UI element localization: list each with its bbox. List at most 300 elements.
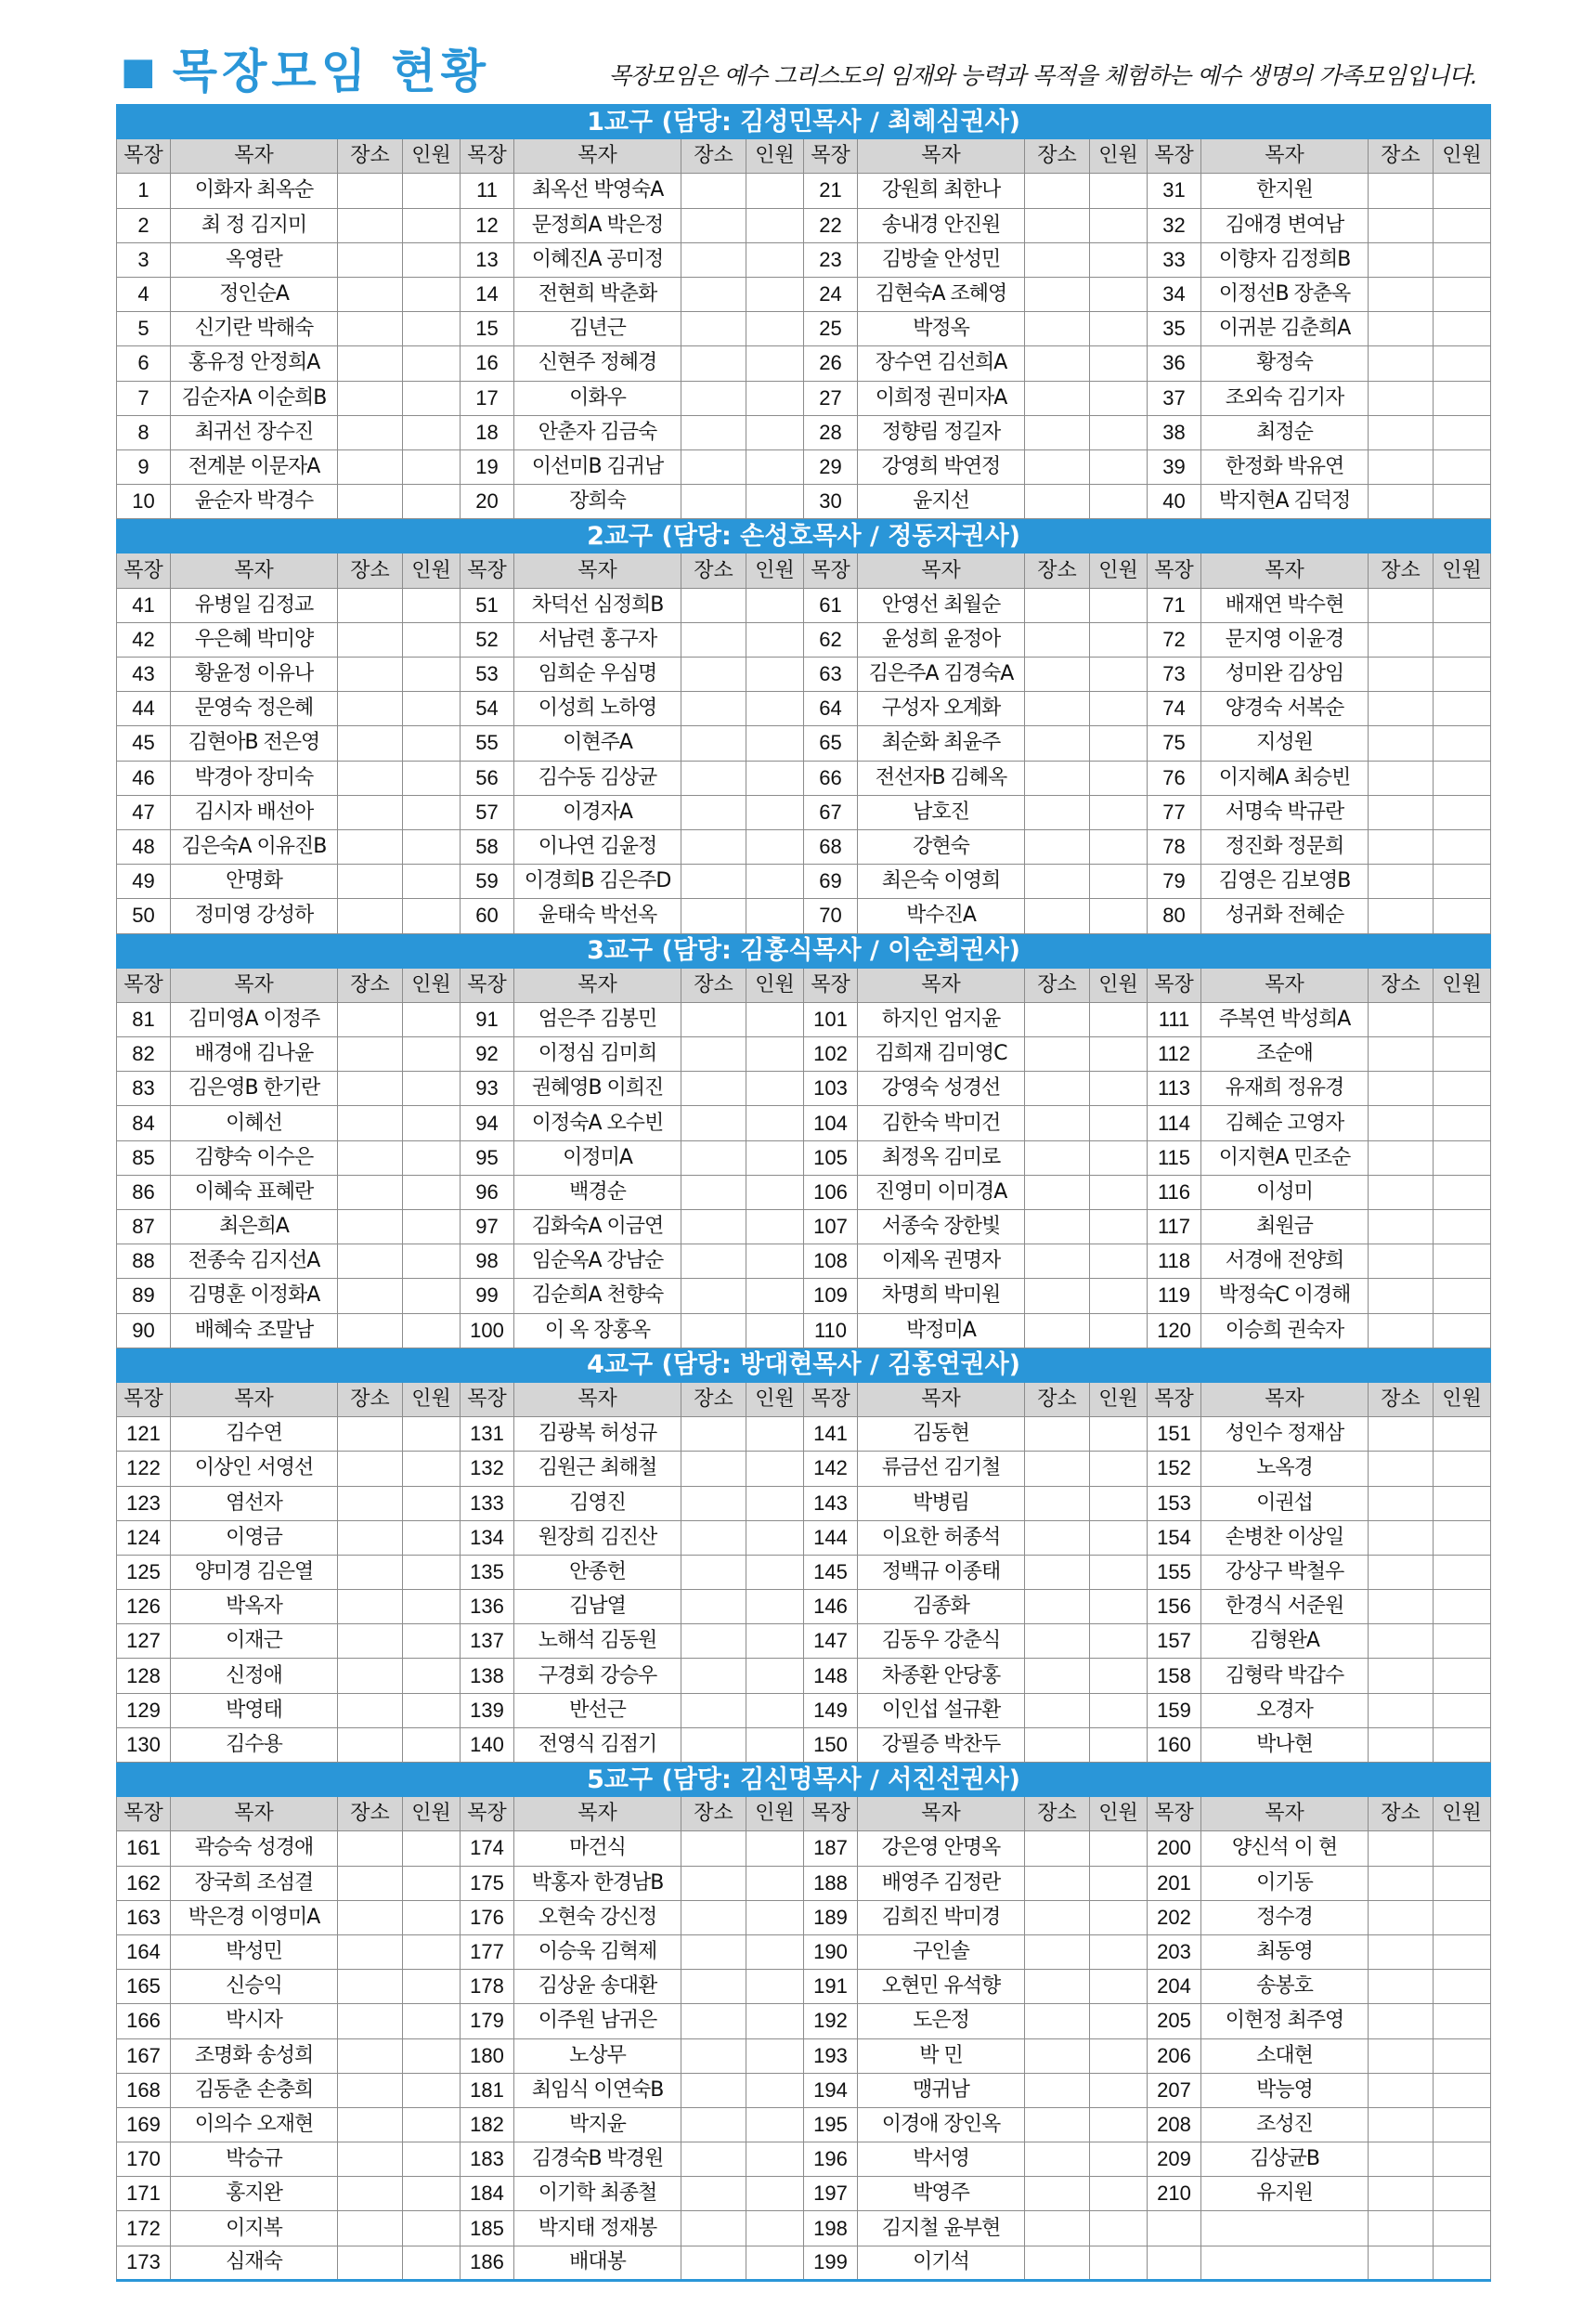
group-count xyxy=(1090,1279,1148,1313)
group-leader: 정미영 강성하 xyxy=(171,899,338,933)
group-place xyxy=(681,242,746,277)
group-number: 32 xyxy=(1148,208,1201,242)
group-leader: 김형락 박갑수 xyxy=(1201,1659,1369,1693)
column-header-number: 목장 xyxy=(804,553,858,588)
column-header-leader: 목자 xyxy=(858,1797,1025,1831)
group-number: 209 xyxy=(1148,2142,1201,2177)
group-number: 13 xyxy=(461,242,514,277)
group-place xyxy=(1025,1002,1090,1036)
group-leader: 한지원 xyxy=(1201,174,1369,208)
group-place xyxy=(1025,1244,1090,1279)
column-header-number: 목장 xyxy=(117,139,171,174)
group-leader: 이의수 오재현 xyxy=(171,2107,338,2142)
group-number: 165 xyxy=(117,1970,171,2004)
group-count xyxy=(746,1106,804,1140)
group-number: 91 xyxy=(461,1002,514,1036)
group-count xyxy=(1434,1727,1491,1762)
column-header-leader: 목자 xyxy=(514,553,681,588)
group-count xyxy=(403,692,461,726)
group-leader: 김영진 xyxy=(514,1486,681,1520)
table-row xyxy=(117,1106,1491,1140)
page-title-text: 목장모임 현황 xyxy=(172,45,491,98)
group-place xyxy=(1369,795,1434,829)
group-count xyxy=(1090,2073,1148,2107)
group-leader: 김혜순 고영자 xyxy=(1201,1106,1369,1140)
group-leader: 문정희A 박은정 xyxy=(514,208,681,242)
table-row xyxy=(117,726,1491,761)
group-leader: 박은경 이영미A xyxy=(171,1900,338,1934)
group-place xyxy=(681,795,746,829)
group-count xyxy=(1090,1866,1148,1900)
group-count xyxy=(1434,2107,1491,2142)
group-place xyxy=(338,1313,403,1348)
group-count xyxy=(1434,2177,1491,2211)
group-number: 181 xyxy=(461,2073,514,2107)
group-number: 199 xyxy=(804,2246,858,2280)
group-place xyxy=(1369,2177,1434,2211)
group-leader: 김형완A xyxy=(1201,1624,1369,1659)
group-leader: 김은숙A 이유진B xyxy=(171,829,338,864)
group-leader: 이향자 김정희B xyxy=(1201,242,1369,277)
table-row xyxy=(117,449,1491,484)
group-count xyxy=(403,1520,461,1555)
group-leader: 이주원 남귀은 xyxy=(514,2004,681,2038)
group-count xyxy=(403,1693,461,1727)
group-place xyxy=(681,692,746,726)
district-title: 4교구 (담당: 방대현목사 / 김홍연권사) xyxy=(117,1348,1491,1382)
group-leader: 최옥선 박영숙A xyxy=(514,174,681,208)
group-number: 190 xyxy=(804,1934,858,1969)
table-row xyxy=(117,1313,1491,1348)
group-count xyxy=(1090,381,1148,415)
group-number: 15 xyxy=(461,312,514,346)
group-count xyxy=(746,2246,804,2280)
group-count xyxy=(1434,761,1491,795)
group-place xyxy=(1369,1002,1434,1036)
table-row xyxy=(117,1244,1491,1279)
group-leader: 전선자B 김혜옥 xyxy=(858,761,1025,795)
group-count xyxy=(1434,2142,1491,2177)
group-count xyxy=(1434,588,1491,622)
group-place xyxy=(1025,726,1090,761)
group-place xyxy=(1025,1934,1090,1969)
group-number: 147 xyxy=(804,1624,858,1659)
column-header-count: 인원 xyxy=(746,139,804,174)
group-leader: 최은희A xyxy=(171,1210,338,1244)
group-count xyxy=(403,588,461,622)
group-leader: 강상구 박철우 xyxy=(1201,1555,1369,1589)
group-place xyxy=(338,1486,403,1520)
group-number: 143 xyxy=(804,1486,858,1520)
group-count xyxy=(1090,899,1148,933)
district-title: 1교구 (담당: 김성민목사 / 최혜심권사) xyxy=(117,105,1491,139)
group-count xyxy=(403,2142,461,2177)
group-count xyxy=(403,1313,461,1348)
group-place xyxy=(338,277,403,311)
group-count xyxy=(1434,2038,1491,2073)
group-place xyxy=(338,1140,403,1175)
column-header-number: 목장 xyxy=(804,1797,858,1831)
group-leader: 김동우 강춘식 xyxy=(858,1624,1025,1659)
group-place xyxy=(1025,277,1090,311)
group-number: 171 xyxy=(117,2177,171,2211)
group-place xyxy=(338,2107,403,2142)
district-header-row xyxy=(117,933,1491,968)
group-place xyxy=(681,2177,746,2211)
group-leader: 김수연 xyxy=(171,1417,338,1452)
group-place xyxy=(338,242,403,277)
group-leader: 구경회 강승우 xyxy=(514,1659,681,1693)
group-number: 39 xyxy=(1148,449,1201,484)
group-count xyxy=(403,1866,461,1900)
group-leader: 이성미 xyxy=(1201,1175,1369,1209)
group-leader: 김상균B xyxy=(1201,2142,1369,2177)
group-number: 57 xyxy=(461,795,514,829)
group-place xyxy=(681,588,746,622)
group-place xyxy=(1369,1244,1434,1279)
group-count xyxy=(1434,1659,1491,1693)
group-place xyxy=(338,449,403,484)
group-count xyxy=(746,658,804,692)
group-leader xyxy=(1201,2246,1369,2280)
group-number: 120 xyxy=(1148,1313,1201,1348)
group-count xyxy=(746,312,804,346)
group-place xyxy=(1025,312,1090,346)
group-number: 24 xyxy=(804,277,858,311)
group-place xyxy=(338,346,403,381)
group-leader: 홍유정 안정희A xyxy=(171,346,338,381)
group-count xyxy=(746,1831,804,1866)
group-leader: 이상인 서영선 xyxy=(171,1452,338,1486)
group-leader: 최임식 이연숙B xyxy=(514,2073,681,2107)
group-leader: 노옥경 xyxy=(1201,1452,1369,1486)
group-count xyxy=(746,2177,804,2211)
group-place xyxy=(1369,2142,1434,2177)
group-leader: 옥영란 xyxy=(171,242,338,277)
group-leader: 배재연 박수현 xyxy=(1201,588,1369,622)
group-count xyxy=(403,2004,461,2038)
group-count xyxy=(1434,1486,1491,1520)
group-place xyxy=(338,1900,403,1934)
group-leader: 반선근 xyxy=(514,1693,681,1727)
group-place xyxy=(681,1037,746,1072)
group-number: 158 xyxy=(1148,1659,1201,1693)
group-place xyxy=(1369,415,1434,449)
group-leader: 강원희 최한나 xyxy=(858,174,1025,208)
group-leader: 강영숙 성경선 xyxy=(858,1072,1025,1106)
group-place xyxy=(1025,208,1090,242)
group-number: 18 xyxy=(461,415,514,449)
group-number: 146 xyxy=(804,1590,858,1624)
group-count xyxy=(1434,829,1491,864)
group-number: 31 xyxy=(1148,174,1201,208)
table-row xyxy=(117,761,1491,795)
group-leader: 서경애 전양희 xyxy=(1201,1244,1369,1279)
group-place xyxy=(681,174,746,208)
column-header-place: 장소 xyxy=(1369,553,1434,588)
district-header-row xyxy=(117,1348,1491,1382)
group-count xyxy=(1434,1520,1491,1555)
group-number: 88 xyxy=(117,1244,171,1279)
group-place xyxy=(1369,692,1434,726)
group-number: 104 xyxy=(804,1106,858,1140)
group-number: 126 xyxy=(117,1590,171,1624)
group-place xyxy=(1369,1555,1434,1589)
group-place xyxy=(1025,1452,1090,1486)
group-leader: 이인섭 설규환 xyxy=(858,1693,1025,1727)
group-place xyxy=(681,1210,746,1244)
group-count xyxy=(1090,2177,1148,2211)
group-place xyxy=(338,2177,403,2211)
group-place xyxy=(338,865,403,899)
group-leader: 정향림 정길자 xyxy=(858,415,1025,449)
group-number: 47 xyxy=(117,795,171,829)
column-header-leader: 목자 xyxy=(1201,553,1369,588)
group-leader: 진영미 이미경A xyxy=(858,1175,1025,1209)
column-header-number: 목장 xyxy=(117,1797,171,1831)
group-place xyxy=(338,1452,403,1486)
group-leader: 박성민 xyxy=(171,1934,338,1969)
group-leader: 임희순 우심명 xyxy=(514,658,681,692)
group-leader: 김시자 배선아 xyxy=(171,795,338,829)
group-count xyxy=(1090,829,1148,864)
group-place xyxy=(338,1244,403,1279)
group-number: 50 xyxy=(117,899,171,933)
group-number: 177 xyxy=(461,1934,514,1969)
group-leader: 이희정 권미자A xyxy=(858,381,1025,415)
table-row xyxy=(117,208,1491,242)
group-leader: 윤순자 박경수 xyxy=(171,485,338,519)
group-number: 86 xyxy=(117,1175,171,1209)
group-place xyxy=(338,381,403,415)
group-leader: 한정화 박유연 xyxy=(1201,449,1369,484)
group-number: 189 xyxy=(804,1900,858,1934)
group-number: 16 xyxy=(461,346,514,381)
group-place xyxy=(1025,381,1090,415)
group-number: 19 xyxy=(461,449,514,484)
table-row xyxy=(117,1555,1491,1589)
group-leader: 박능영 xyxy=(1201,2073,1369,2107)
group-count xyxy=(746,1486,804,1520)
group-place xyxy=(681,726,746,761)
group-leader: 성인수 정재삼 xyxy=(1201,1417,1369,1452)
group-number: 30 xyxy=(804,485,858,519)
group-count xyxy=(746,174,804,208)
group-count xyxy=(1434,381,1491,415)
group-leader: 하지인 엄지윤 xyxy=(858,1002,1025,1036)
group-place xyxy=(681,1624,746,1659)
group-place xyxy=(338,1175,403,1209)
group-leader: 조외숙 김기자 xyxy=(1201,381,1369,415)
group-count xyxy=(1090,1900,1148,1934)
column-header-place: 장소 xyxy=(1025,1797,1090,1831)
column-header-place: 장소 xyxy=(681,139,746,174)
group-leader: 이영금 xyxy=(171,1520,338,1555)
group-place xyxy=(1369,1520,1434,1555)
group-number: 61 xyxy=(804,588,858,622)
group-number: 205 xyxy=(1148,2004,1201,2038)
group-leader: 이혜선 xyxy=(171,1106,338,1140)
group-number: 113 xyxy=(1148,1072,1201,1106)
group-leader: 박영주 xyxy=(858,2177,1025,2211)
group-number: 12 xyxy=(461,208,514,242)
group-leader: 이정숙A 오수빈 xyxy=(514,1106,681,1140)
group-count xyxy=(1090,2107,1148,2142)
column-header-leader: 목자 xyxy=(858,1382,1025,1416)
table-row xyxy=(117,1417,1491,1452)
group-leader: 전계분 이문자A xyxy=(171,449,338,484)
group-number: 197 xyxy=(804,2177,858,2211)
group-count xyxy=(746,795,804,829)
group-leader: 권혜영B 이희진 xyxy=(514,1072,681,1106)
group-place xyxy=(338,1072,403,1106)
group-leader: 이혜숙 표혜란 xyxy=(171,1175,338,1209)
group-leader: 안춘자 김금숙 xyxy=(514,415,681,449)
table-row xyxy=(117,1934,1491,1969)
group-count xyxy=(746,242,804,277)
group-number: 124 xyxy=(117,1520,171,1555)
group-place xyxy=(1025,1140,1090,1175)
column-header-leader: 목자 xyxy=(171,1382,338,1416)
group-leader: 장국희 조섬결 xyxy=(171,1866,338,1900)
group-leader: 최 정 김지미 xyxy=(171,208,338,242)
group-number: 200 xyxy=(1148,1831,1201,1866)
group-place xyxy=(681,1934,746,1969)
group-number: 29 xyxy=(804,449,858,484)
group-leader: 박병림 xyxy=(858,1486,1025,1520)
group-leader: 김동춘 손충희 xyxy=(171,2073,338,2107)
group-number: 3 xyxy=(117,242,171,277)
group-leader: 김애경 변여남 xyxy=(1201,208,1369,242)
column-header-place: 장소 xyxy=(1369,1382,1434,1416)
group-count xyxy=(403,346,461,381)
group-number: 45 xyxy=(117,726,171,761)
group-number: 155 xyxy=(1148,1555,1201,1589)
group-count xyxy=(746,1244,804,1279)
group-count xyxy=(1090,1210,1148,1244)
column-header-count: 인원 xyxy=(403,968,461,1002)
group-leader: 장수연 김선희A xyxy=(858,346,1025,381)
column-header-count: 인원 xyxy=(1090,968,1148,1002)
group-place xyxy=(1025,761,1090,795)
group-count xyxy=(1090,1037,1148,1072)
group-count xyxy=(1090,1590,1148,1624)
column-header-leader: 목자 xyxy=(858,968,1025,1002)
group-number: 37 xyxy=(1148,381,1201,415)
group-place xyxy=(338,1417,403,1452)
group-number: 186 xyxy=(461,2246,514,2280)
group-leader: 김향숙 이수은 xyxy=(171,1140,338,1175)
column-header-place: 장소 xyxy=(1025,1382,1090,1416)
group-count xyxy=(1090,2211,1148,2246)
group-count xyxy=(1090,1831,1148,1866)
group-place xyxy=(681,1486,746,1520)
group-leader: 최정순 xyxy=(1201,415,1369,449)
group-count xyxy=(1090,1520,1148,1555)
group-leader: 김지철 윤부현 xyxy=(858,2211,1025,2246)
group-leader: 이정심 김미희 xyxy=(514,1037,681,1072)
group-leader: 박정숙C 이경해 xyxy=(1201,1279,1369,1313)
group-count xyxy=(1434,726,1491,761)
group-number: 136 xyxy=(461,1590,514,1624)
group-count xyxy=(746,1693,804,1727)
group-leader: 이지혜A 최승빈 xyxy=(1201,761,1369,795)
group-count xyxy=(1090,1727,1148,1762)
column-header-leader: 목자 xyxy=(1201,139,1369,174)
group-number: 114 xyxy=(1148,1106,1201,1140)
group-count xyxy=(746,485,804,519)
group-leader: 도은정 xyxy=(858,2004,1025,2038)
group-count xyxy=(1090,1555,1148,1589)
column-header-place: 장소 xyxy=(338,1382,403,1416)
group-number: 94 xyxy=(461,1106,514,1140)
group-place xyxy=(1369,381,1434,415)
group-leader: 노상무 xyxy=(514,2038,681,2073)
group-count xyxy=(1090,485,1148,519)
group-leader: 안명화 xyxy=(171,865,338,899)
group-place xyxy=(1025,2246,1090,2280)
group-place xyxy=(1025,1866,1090,1900)
group-leader: 오현숙 강신정 xyxy=(514,1900,681,1934)
group-place xyxy=(1025,1520,1090,1555)
group-place xyxy=(338,1866,403,1900)
group-number: 52 xyxy=(461,622,514,657)
group-count xyxy=(403,829,461,864)
group-leader: 조순애 xyxy=(1201,1037,1369,1072)
group-number: 20 xyxy=(461,485,514,519)
group-place xyxy=(1025,795,1090,829)
group-number: 23 xyxy=(804,242,858,277)
group-number: 38 xyxy=(1148,415,1201,449)
group-number: 175 xyxy=(461,1866,514,1900)
group-count xyxy=(1434,1831,1491,1866)
group-place xyxy=(1025,692,1090,726)
table-row xyxy=(117,174,1491,208)
group-place xyxy=(1025,1624,1090,1659)
group-number: 166 xyxy=(117,2004,171,2038)
group-number: 22 xyxy=(804,208,858,242)
group-leader: 이기동 xyxy=(1201,1866,1369,1900)
column-header-place: 장소 xyxy=(1025,553,1090,588)
table-row xyxy=(117,381,1491,415)
group-leader: 최순화 최윤주 xyxy=(858,726,1025,761)
group-count xyxy=(403,1244,461,1279)
district-title: 2교구 (담당: 손성호목사 / 정동자권사) xyxy=(117,519,1491,553)
group-number: 81 xyxy=(117,1002,171,1036)
group-count xyxy=(1434,1140,1491,1175)
group-number: 58 xyxy=(461,829,514,864)
group-leader: 조성진 xyxy=(1201,2107,1369,2142)
group-leader: 이선미B 김귀남 xyxy=(514,449,681,484)
group-place xyxy=(338,174,403,208)
table-row xyxy=(117,1037,1491,1072)
group-number: 59 xyxy=(461,865,514,899)
group-leader: 홍지완 xyxy=(171,2177,338,2211)
group-number: 159 xyxy=(1148,1693,1201,1727)
column-header-number: 목장 xyxy=(1148,553,1201,588)
group-number: 208 xyxy=(1148,2107,1201,2142)
group-place xyxy=(338,2211,403,2246)
column-header-number: 목장 xyxy=(461,553,514,588)
column-header-number: 목장 xyxy=(804,968,858,1002)
group-count xyxy=(403,1934,461,1969)
group-count xyxy=(1434,1934,1491,1969)
group-leader: 김순희A 천향숙 xyxy=(514,1279,681,1313)
group-count xyxy=(746,1590,804,1624)
group-place xyxy=(681,1693,746,1727)
group-count xyxy=(746,2211,804,2246)
table-row xyxy=(117,795,1491,829)
